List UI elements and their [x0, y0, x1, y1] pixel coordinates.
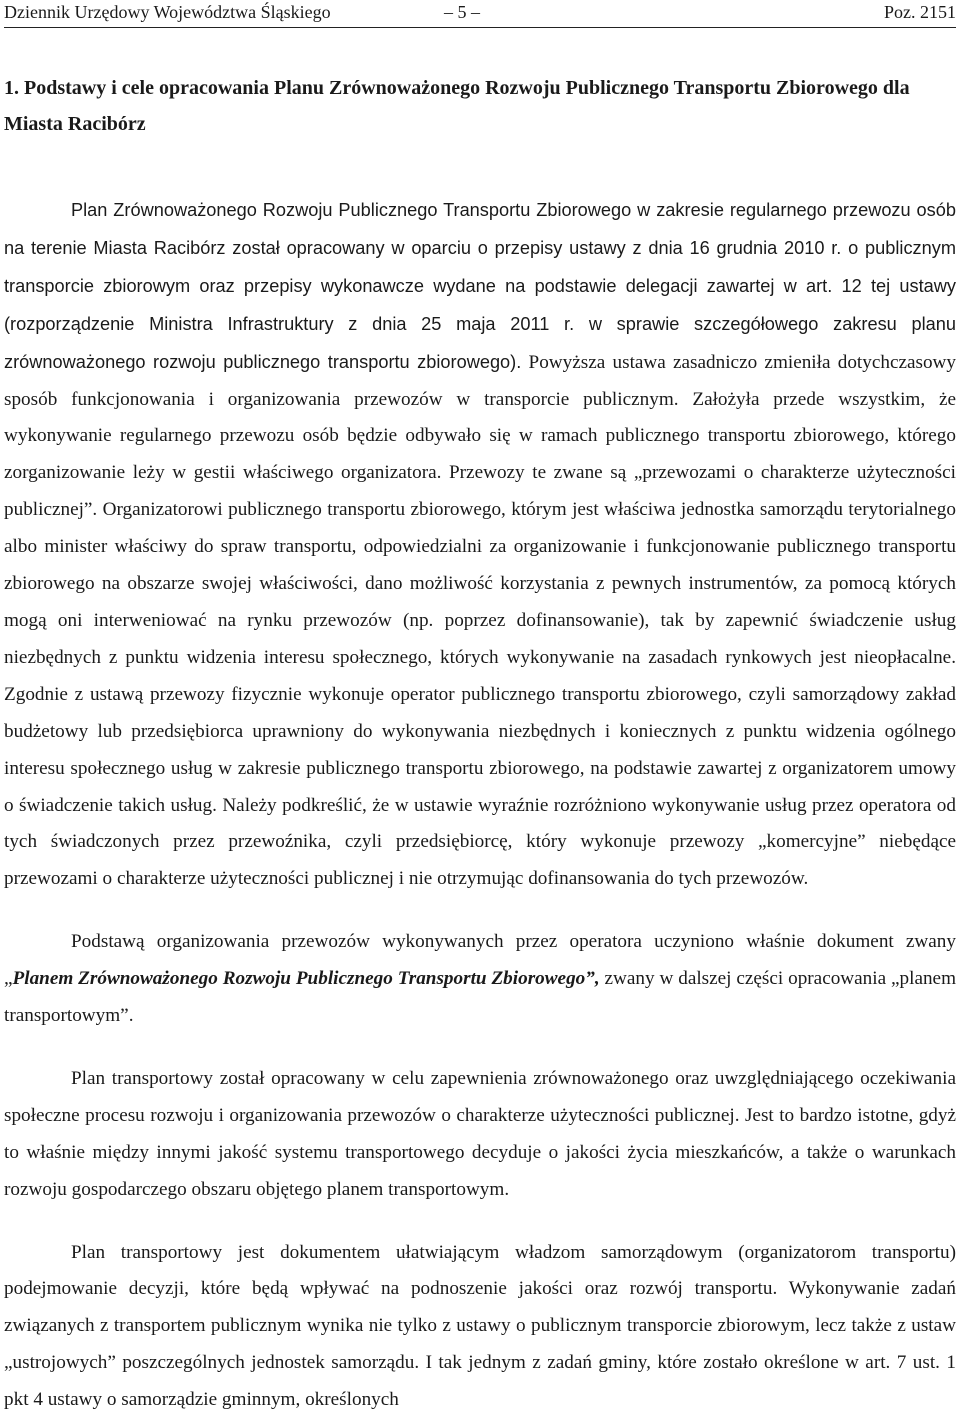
body-text	[4, 192, 956, 1419]
paragraph-plan-definition-end: zwany w dalszej części opracowania „planem transportowym”.	[4, 968, 956, 1027]
paragraph-plan-definition	[4, 924, 956, 1035]
paragraph-legal-basis-rest: Powyższa ustawa zasadniczo zmieniła dotychczasowy sposób funkcjonowania i organizowania przewozów w transporcie publicznym. Założyła przede wszystkim, że wykonywanie regularnego przewozu osób będzie odbywało się w ramach publicznego transportu zbiorowego, którego zorganizowanie leży w gestii właściwego organizatora. Przewozy te zwane są „przewozami o charakterze użyteczności publicznej”. Organizatorowi publicznego transportu zbiorowego, którym jest właściwa jednostka samorządu terytorialnego albo minister właściwy do spraw transportu, odpowiedzialni za organizowanie i funkcjonowanie publicznego transportu zbiorowego na obszarze swojej właściwości, dano możliwość korzystania z pewnych instrumentów, za pomocą których mogą oni interweniować na rynku przewozów (np. poprzez dofinansowanie), tak by zapewnić świadczenie usług niezbędnych z punktu widzenia interesu społecznego, których wykonywanie na zasadach rynkowych jest nieopłacalne. Zgodnie z ustawą przewozy fizycznie wykonuje operator publicznego transportu zbiorowego, czyli samorządowy zakład budżetowy lub przedsiębiorca uprawniony do wykonywania niezbędnych i koniecznych z punktu widzenia ogólnego interesu społecznego usług w zakresie publicznego transportu zbiorowego, na podstawie zawartej z organizatorem umowy o świadczenie takich usług. Należy podkreślić, że w ustawie wyraźnie rozróżniono wykonywanie usług przez operatora od tych świadczonych przez przewoźnika, czyli przedsiębiorcę, który wykonuje przewozy „komercyjne” niebędące przewozami o charakterze użyteczności publicznej i nie otrzymując dofinansowania do tych przewozów.	[4, 351, 957, 890]
section-title: 1. Podstawy i cele opracowania Planu Zrównoważonego Rozwoju Publicznego Transportu Zbiorowego dla Miasta Racibórz	[4, 77, 910, 135]
position-number: Poz. 2151	[884, 2, 956, 22]
journal-title: Dziennik Urzędowy Województwa Śląskiego	[4, 2, 331, 22]
page-number: – 5 –	[444, 2, 480, 22]
paragraph-legal-basis	[4, 192, 956, 898]
paragraph-plan-purpose: Plan transportowy został opracowany w celu zapewnienia zrównoważonego oraz uwzględniającego oczekiwania społeczne procesu rozwoju i organizowania przewozów o charakterze użyteczności publicznej. Jest to bardzo istotne, gdyż to właśnie między innymi jakość systemu transportowego decyduje o jakości życia mieszkańców, a także o warunkach rozwoju gospodarczego obszaru objętego planem transportowym.	[4, 1067, 956, 1200]
page-header	[4, 0, 956, 26]
paragraph-plan-role: Plan transportowy jest dokumentem ułatwiającym władzom samorządowym (organizatorom transportu) podejmowanie decyzji, które będą wpływać na podnoszenie jakości oraz rozwój transportu. Wykonywanie zadań związanych z transportem publicznym wynika nie tylko z ustawy o publicznym transporcie zbiorowym, lecz także z ustaw „ustrojowych” poszczególnych jednostek samorządu. I tak jednym z zadań gminy, które zostało określone w art. 7 ust. 1 pkt 4 ustawy o samorządzie gminnym, określonych	[4, 1241, 956, 1411]
header-divider	[4, 27, 956, 28]
paragraph-plan-definition-start: Podstawą organizowania przewozów wykonywanych przez operatora uczyniono właśnie dokument zwany „	[4, 931, 956, 990]
paragraph-legal-basis-intro: Plan Zrównoważonego Rozwoju Publicznego Transportu Zbiorowego w zakresie regularnego przewozu osób na terenie Miasta Racibórz został opracowany w oparciu o przepisy ustawy z dnia 16 grudnia 2010 r. o publicznym transporcie zbiorowym oraz przepisy wykonawcze wydane na podstawie delegacji zawartej w art. 12 tej ustawy (rozporządzenie Ministra Infrastruktury z dnia 25 maja 2011 r. w sprawie szczegółowego zakresu planu zrównoważonego rozwoju publicznego transportu zbiorowego).	[4, 200, 956, 372]
plan-name-emphasis: Planem Zrównoważonego Rozwoju Publicznego Transportu Zbiorowego”,	[12, 968, 600, 990]
